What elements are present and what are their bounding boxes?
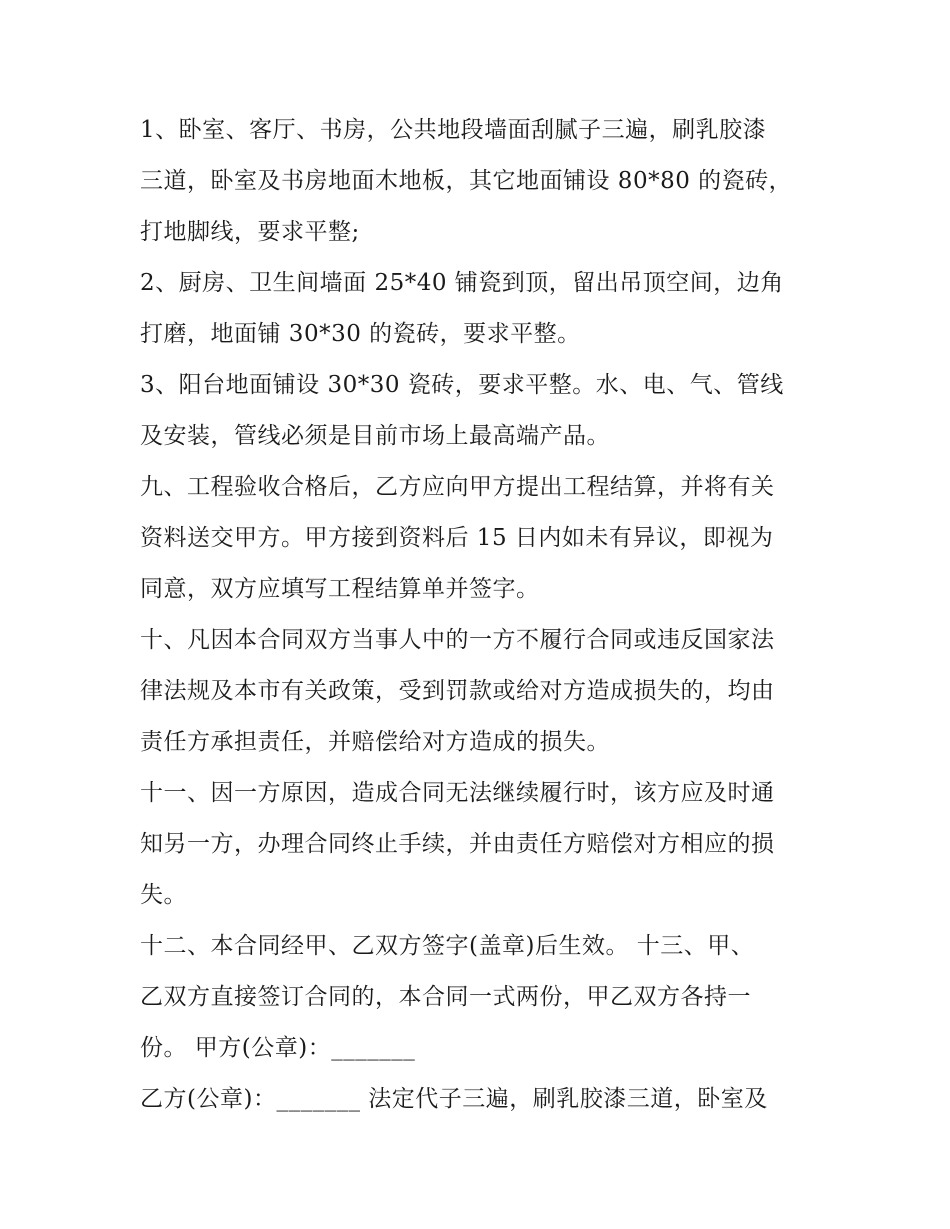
text-line: 资料送交甲方。甲方接到资料后 15 日内如未有异议，即视为 — [140, 525, 774, 551]
text-line: 十一、因一方原因，造成合同无法继续履行时，该方应及时通 — [140, 780, 775, 806]
text-line: 1、卧室、客厅、书房，公共地段墙面刮腻子三遍，刷乳胶漆 — [140, 117, 767, 143]
text-line: 及安装，管线必须是目前市场上最高端产品。 — [140, 423, 610, 449]
text-line: 份。 甲方(公章)：_______ — [140, 1035, 416, 1061]
text-line: 2、厨房、卫生间墙面 25*40 铺瓷到顶，留出吊顶空间，边角 — [140, 270, 784, 296]
text-line: 打磨，地面铺 30*30 的瓷砖，要求平整。 — [140, 321, 581, 347]
text-line: 九、工程验收合格后，乙方应向甲方提出工程结算，并将有关 — [140, 474, 775, 500]
text-line: 乙方(公章)：_______ 法定代子三遍，刷乳胶漆三道，卧室及 — [140, 1086, 768, 1112]
text-line: 打地脚线，要求平整; — [140, 219, 360, 245]
text-line: 三道，卧室及书房地面木地板，其它地面铺设 80*80 的瓷砖， — [140, 168, 793, 194]
text-line: 同意，双方应填写工程结算单并签字。 — [140, 576, 540, 602]
text-line: 责任方承担责任，并赔偿给对方造成的损失。 — [140, 729, 610, 755]
text-line: 十二、本合同经甲、乙双方签字(盖章)后生效。 十三、甲、 — [140, 933, 755, 959]
text-line: 知另一方，办理合同终止手续，并由责任方赔偿对方相应的损 — [140, 831, 775, 857]
text-line: 3、阳台地面铺设 30*30 瓷砖，要求平整。水、电、气、管线 — [140, 372, 784, 398]
text-line: 十、凡因本合同双方当事人中的一方不履行合同或违反国家法 — [140, 627, 775, 653]
text-line: 乙双方直接签订合同的，本合同一式两份，甲乙双方各持一 — [140, 984, 751, 1010]
text-line: 失。 — [140, 882, 187, 908]
text-line: 律法规及本市有关政策，受到罚款或给对方造成损失的，均由 — [140, 678, 775, 704]
document-body — [140, 105, 820, 1125]
